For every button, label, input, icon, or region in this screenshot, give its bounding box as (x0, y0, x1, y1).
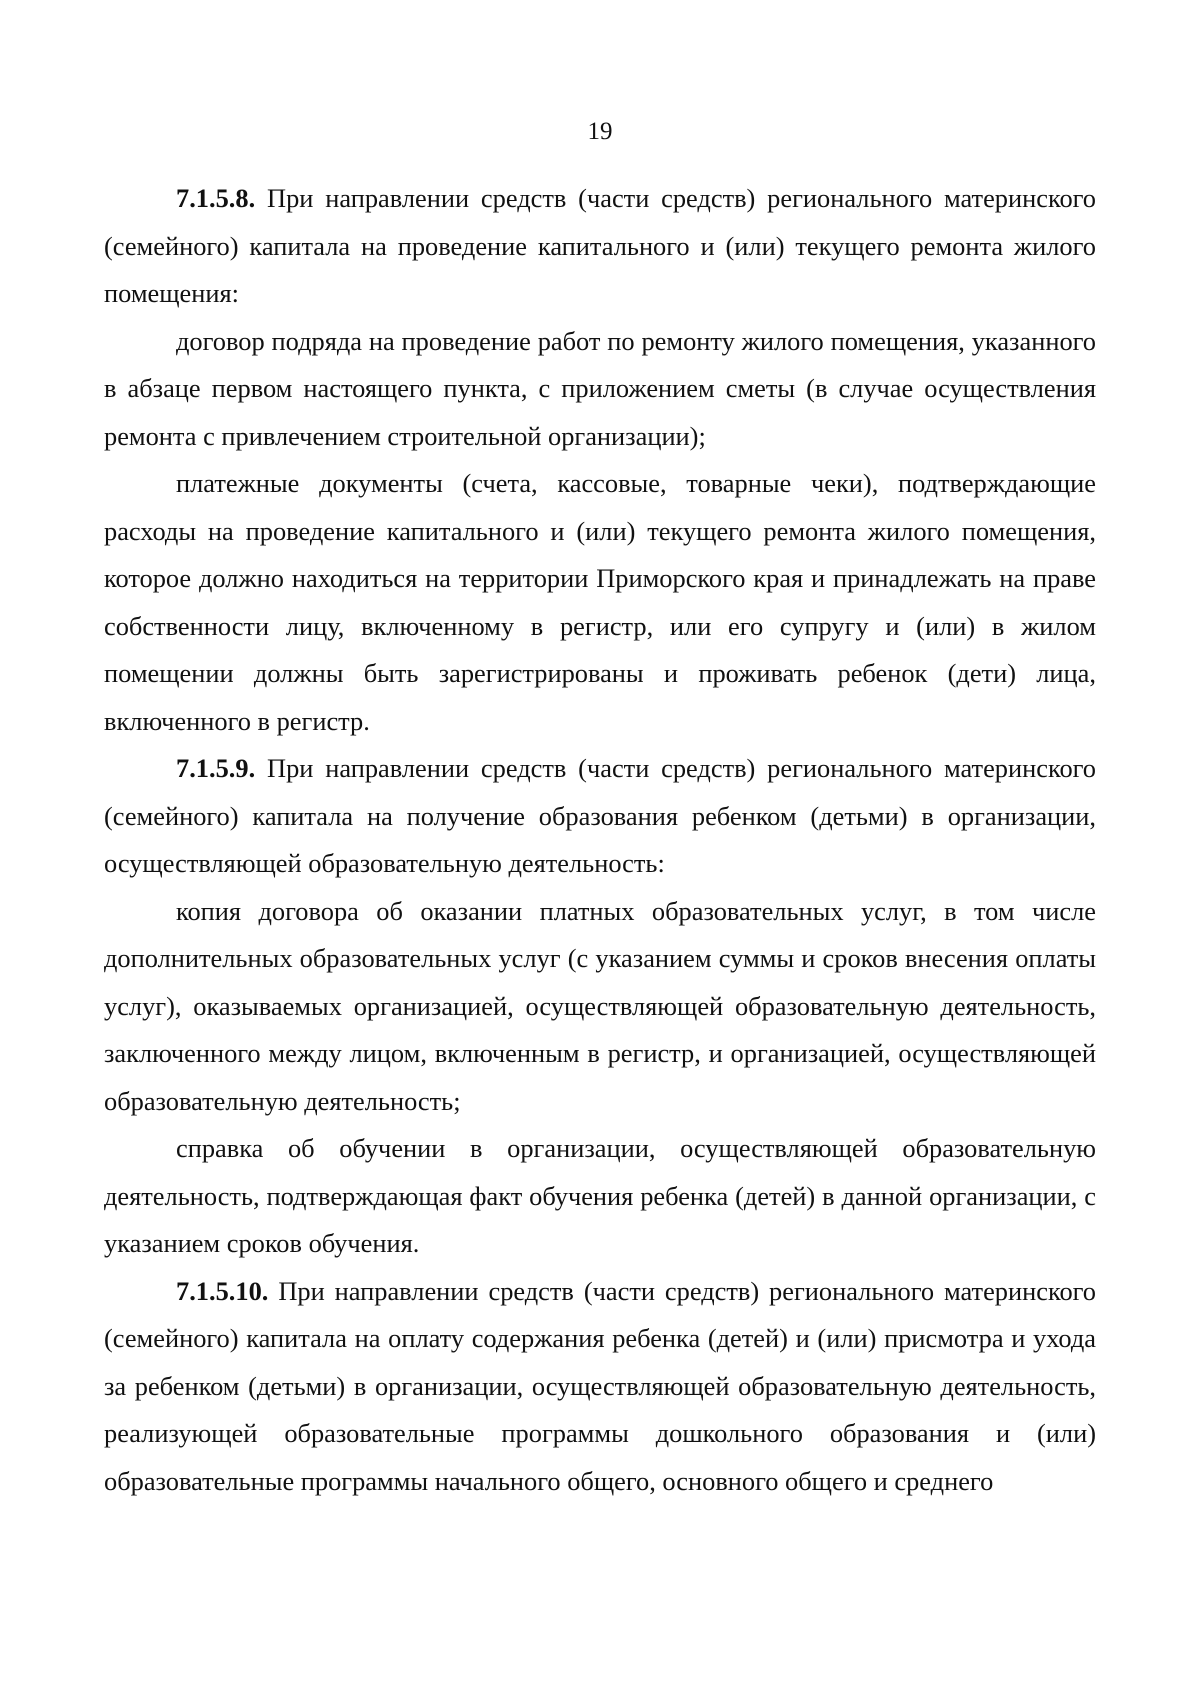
paragraph-payment-documents (104, 460, 1096, 745)
paragraph-study-certificate (104, 1125, 1096, 1268)
paragraph-7-1-5-9 (104, 745, 1096, 888)
paragraph-7-1-5-10 (104, 1268, 1096, 1506)
clause-number: 7.1.5.8. (176, 183, 256, 213)
page-number: 19 (587, 118, 613, 145)
paragraph-7-1-5-8 (104, 175, 1096, 318)
clause-number: 7.1.5.10. (176, 1275, 269, 1306)
paragraph-text: платежные документы (счета, кассовые, товарные чеки), подтверждающие расходы на проведение капитального и (или) текущего ремонта жилого помещения, которое должно находиться на территории Приморского края и принадлежать на праве собственности лицу, включенному в регистр, или его супругу и (или) в жилом помещении должны быть зарегистрированы и проживать ребенок (дети) лица, включенного в регистр. (104, 468, 1096, 736)
paragraph-text: справка об обучении в организации, осуществляющей образовательную деятельность, подтверждающая факт обучения ребенка (детей) в данной организации, с указанием сроков обучения. (104, 1133, 1096, 1258)
paragraph-text: При направлении средств (части средств) регионального материнского (семейного) капитала на получение образования ребенком (детьми) в организации, осуществляющей образовательную деятельность: (104, 753, 1097, 878)
paragraph-text: При направлении средств (части средств) регионального материнского (семейного) капитала на проведение капитального и (или) текущего ремонта жилого помещения: (104, 183, 1097, 308)
clause-number: 7.1.5.9. (176, 753, 256, 783)
document-body (104, 175, 1096, 1505)
paragraph-text: При направлении средств (части средств) регионального материнского (семейного) капитала на оплату содержания ребенка (детей) и (или) присмотра и ухода за ребенком (детьми) в организации, осуществляющей образовательную деятельность, реализующей образовательные программы дошкольного образования и (или) образовательные программы начального общего, основного общего и среднего (104, 1275, 1096, 1496)
paragraph-text: копия договора об оказании платных образовательных услуг, в том числе дополнительных образовательных услуг (с указанием суммы и сроков внесения оплаты услуг), оказываемых организацией, осуществляющей образовательную деятельность, заключенного между лицом, включенным в регистр, и организацией, осуществляющей образовательную деятельность; (104, 895, 1096, 1116)
paragraph-repair-contract (104, 318, 1096, 461)
paragraph-text: договор подряда на проведение работ по ремонту жилого помещения, указанного в абзаце первом настоящего пункта, с приложением сметы (в случае осуществления ремонта с привлечением строительной организации); (104, 325, 1096, 451)
paragraph-education-contract (104, 888, 1096, 1126)
